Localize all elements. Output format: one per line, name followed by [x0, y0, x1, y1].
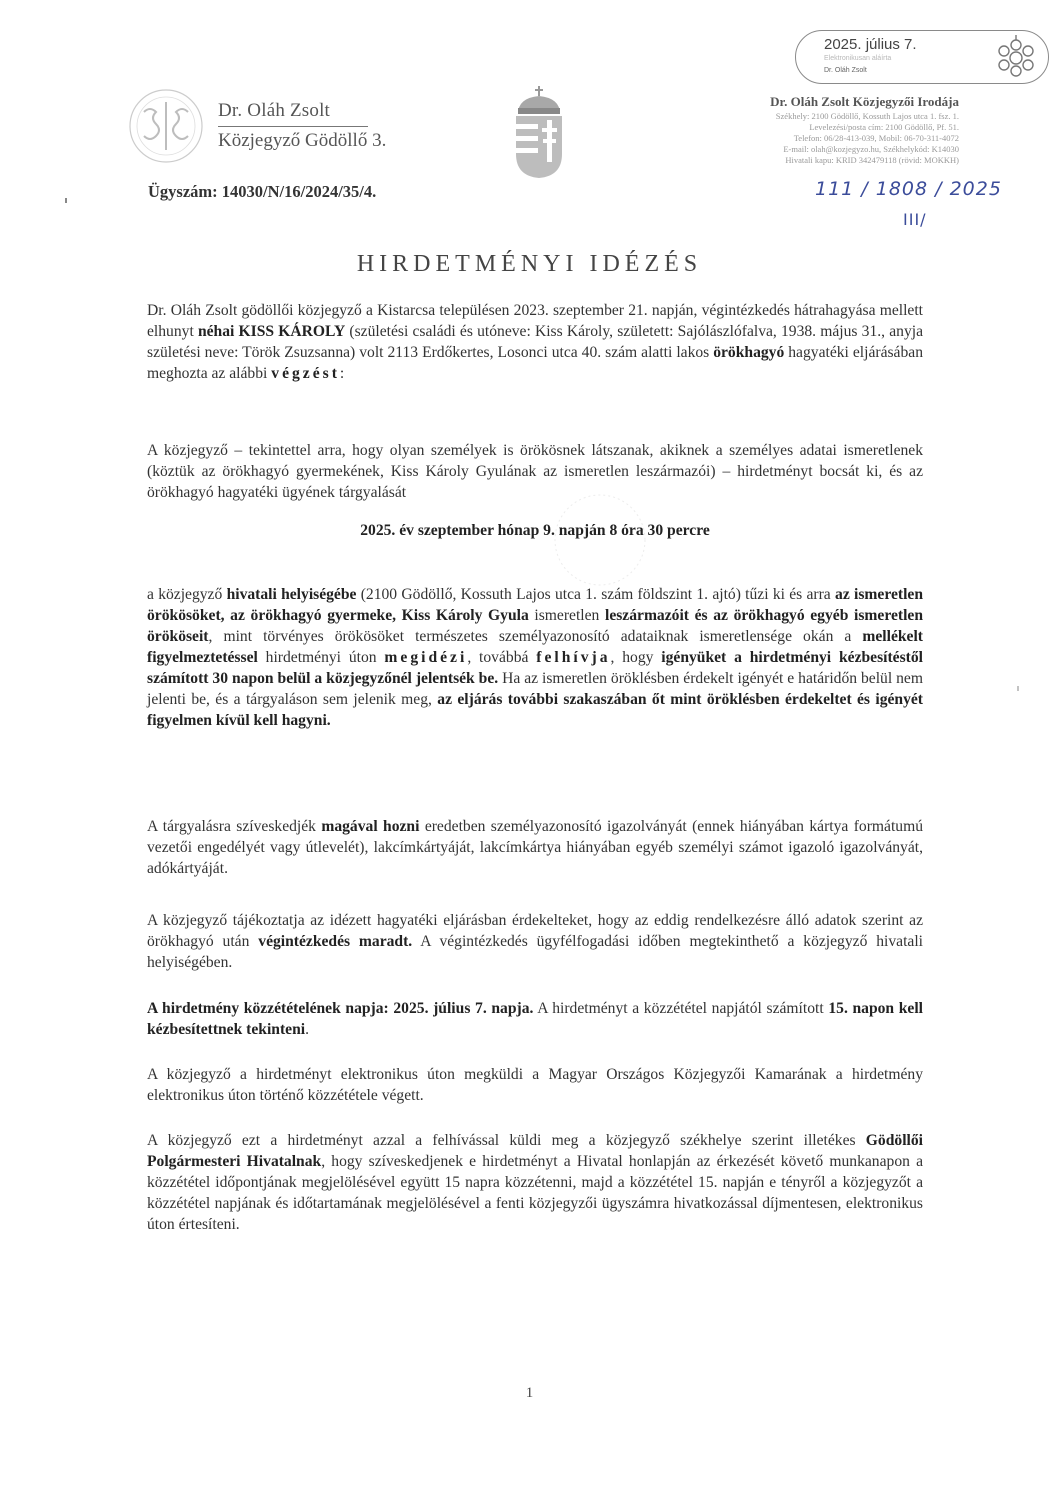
stamp-subtitle: Elektronikusan aláírta [824, 55, 892, 62]
stamp-name: Dr. Oláh Zsolt [824, 67, 867, 74]
document-title: HIRDETMÉNYI IDÉZÉS [356, 251, 703, 277]
scan-speck [1017, 686, 1019, 691]
case-number: Ügyszám: 14030/N/16/2024/35/4. [148, 182, 377, 201]
office-title: Dr. Oláh Zsolt Közjegyzői Irodája [770, 94, 959, 109]
office-phone: Telefon: 06/28-413-039, Mobil: 06-70-311-4072 [793, 133, 959, 143]
hungarian-coat-of-arms-icon [510, 84, 568, 180]
header-divider [218, 126, 368, 127]
paragraph-chamber: A közjegyző a hirdetményt elektronikus úton megküldi a Magyar Országos Közjegyzői Kamarának a hirdetmény elektronikus úton történő közzététele végett. [147, 1066, 923, 1104]
office-gateway: Hivatali kapu: KRID 342479118 (rövid: MOKKH) [785, 155, 959, 165]
hearing-date: 2025. év szeptember hónap 9. napján 8 óra 30 percre [360, 522, 710, 539]
paragraph-notice: A közjegyző – tekintettel arra, hogy olyan személyek is örökösnek látszanak, akiknek a személyes adatai ismeretlenek (köztük az örökhagyó gyermekének, Kiss Károly Gyulának az ismeretlen leszármazói) – hirdetményt bocsát ki, és az örökhagyó hagyatéki ügyének tárgyalását [147, 442, 923, 501]
notary-office: Közjegyző Gödöllő 3. [218, 130, 387, 151]
paragraph-summons: a közjegyző hivatali helyiségébe (2100 Gödöllő, Kossuth Lajos utca 1. szám földszint 1. ajtó) tűzi ki és arra az ismeretlen örökösöket, az örökhagyó gyermeke, Kiss Károly Gyula ismeretlen leszármazóit és az örökhagyó egyéb ismeretlen örököseit, mint törvényes örökösöket természetes személyazonosító adataiknak ismeretlensége okán a mellékelt figyelmeztetéssel hirdetményi úton megidézi, továbbá felhívja, hogy igényüket a hirdetményi kézbesítéstől számított 30 napon belül a közjegyzőnél jelentsék be. Ha az ismeretlen öröklésben érdekelt igényét e határidőn belül nem jelenti be, és a tárgyaláson sem jelenik meg, az eljárás további szakaszában őt mint öröklésben érdekeltet és igényét figyelmen kívül kell hagyni. [147, 586, 923, 729]
stamp-date: 2025. július 7. [824, 36, 917, 53]
electronic-signature-stamp [795, 30, 1049, 84]
office-address: Székhely: 2100 Gödöllő, Kossuth Lajos utca 1. fsz. 1. [775, 111, 959, 121]
handwritten-reference: 111 / 1808 / 2025 [815, 178, 1002, 200]
notary-seal-icon [128, 88, 204, 164]
decision-word: végzést [271, 365, 340, 382]
paragraph-documents: A tárgyalásra szíveskedjék magával hozni eredetben személyazonosító igazolványát (ennek hiányában kártya formátumú vezetői engedélyét vagy útlevelét), lakcímkártyáját, lakcímkártya hiányában egyéb személyi számot igazoló igazolványát, adókártyáját. [147, 818, 923, 877]
page-number: 1 [525, 1385, 534, 1401]
notary-name: Dr. Oláh Zsolt [218, 100, 331, 121]
scan-speck [65, 198, 67, 203]
deceased-name: néhai KISS KÁROLY [197, 323, 346, 340]
handwritten-mark: III/ [903, 210, 927, 229]
notary-chamber-emblem-icon [994, 34, 1038, 80]
office-postal: Levelezési/posta cím: 2100 Gödöllő, Pf. 51. [809, 122, 959, 132]
paragraph-will: A közjegyző tájékoztatja az idézett hagyatéki eljárásban érdekelteket, hogy az eddig rendelkezésre álló adatok szerint az örökhagyó után végintézkedés maradt. A végintézkedés ügyfélfogadási időben megtekinthető a közjegyző hivatali helyiségében. [147, 912, 923, 971]
office-contact-block [770, 94, 959, 166]
paragraph-intro: Dr. Oláh Zsolt gödöllői közjegyző a Kistarcsa településen 2023. szeptember 21. napján, végintézkedés hátrahagyása mellett elhunyt néhai KISS KÁROLY (születési családi és utóneve: Kiss Károly, született: Sajólászlófalva, 1938. május 31., anyja születési neve: Török Zsuzsanna) volt 2113 Erdőkertes, Losonci utca 40. szám alatti lakos örökhagyó hagyatéki eljárásában meghozta az alábbi végzést: [147, 302, 923, 382]
office-email: E-mail: olah@kozjegyzo.hu, Székhelykód: K14030 [783, 144, 959, 154]
paragraph-mayor-office: A közjegyző ezt a hirdetményt azzal a felhívással küldi meg a közjegyző székhelye szerint illetékes Gödöllői Polgármesteri Hivatalnak, hogy szíveskedjenek e hirdetményt a Hivatal honlapján az érkezését követő munkanapon a közzététel időpontjának megjelölésével együtt 15 napra közzétenni, majd a közzététel 15. napján e tényről a közjegyzőt a közzététel napjának és időtartamának megjelölésével a fenti közjegyzői ügyszámra hivatkozással díjmentesen, elektronikus úton értesíteni. [147, 1132, 923, 1233]
paragraph-publication-date: A hirdetmény közzétételének napja: 2025. július 7. napja. A hirdetményt a közzététel napjától számított 15. napon kell kézbesítettnek tekinteni. [147, 1000, 923, 1038]
